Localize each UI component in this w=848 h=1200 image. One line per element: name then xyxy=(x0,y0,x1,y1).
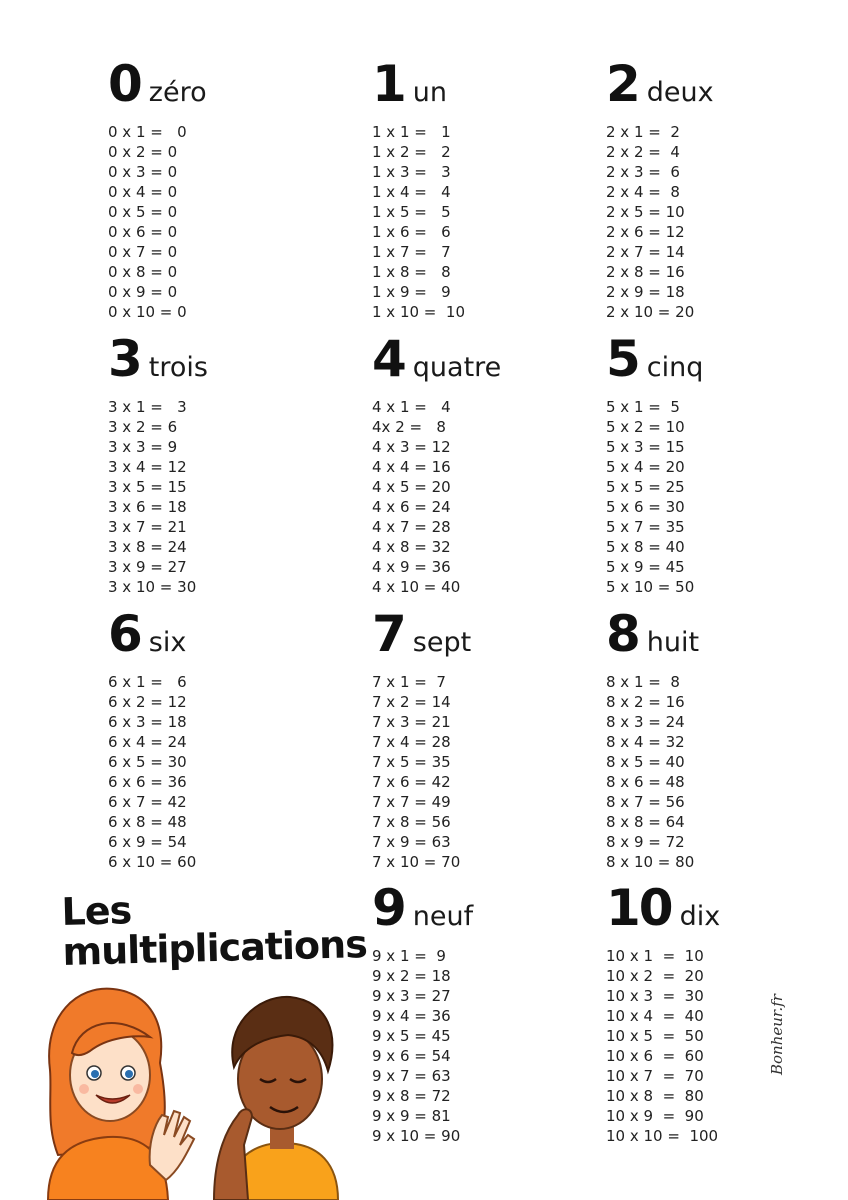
table-row: 5 x 10 = 50 xyxy=(606,578,695,596)
table-8 xyxy=(606,605,836,872)
site-credit: Bonheur.fr xyxy=(768,994,786,1075)
table-number: 7 xyxy=(372,605,405,663)
table-row: 4 x 9 = 36 xyxy=(372,558,451,576)
table-row: 7 x 2 = 14 xyxy=(372,693,451,711)
table-row: 5 x 6 = 30 xyxy=(606,498,685,516)
table-heading xyxy=(372,879,602,937)
table-row: 8 x 10 = 80 xyxy=(606,853,695,871)
table-row: 9 x 10 = 90 xyxy=(372,1127,461,1145)
table-row: 6 x 3 = 18 xyxy=(108,713,187,731)
table-row: 6 x 1 = 6 xyxy=(108,673,187,691)
table-row: 4 x 5 = 20 xyxy=(372,478,451,496)
table-row: 4 x 7 = 28 xyxy=(372,518,451,536)
table-row: 4 x 4 = 16 xyxy=(372,458,451,476)
table-row: 2 x 2 = 4 xyxy=(606,143,680,161)
table-row: 5 x 5 = 25 xyxy=(606,478,685,496)
table-row: 4 x 8 = 32 xyxy=(372,538,451,556)
table-row: 5 x 3 = 15 xyxy=(606,438,685,456)
table-row: 7 x 4 = 28 xyxy=(372,733,451,751)
table-row: 6 x 8 = 48 xyxy=(108,813,187,831)
table-row: 9 x 3 = 27 xyxy=(372,987,451,1005)
children-illustration xyxy=(38,975,358,1200)
table-row: 5 x 4 = 20 xyxy=(606,458,685,476)
table-row: 7 x 1 = 7 xyxy=(372,673,446,691)
table-row: 9 x 2 = 18 xyxy=(372,967,451,985)
table-row: 9 x 9 = 81 xyxy=(372,1107,451,1125)
table-row: 10 x 7 = 70 xyxy=(606,1067,704,1085)
boy-illustration xyxy=(214,997,338,1200)
table-row: 7 x 3 = 21 xyxy=(372,713,451,731)
table-row: 8 x 6 = 48 xyxy=(606,773,685,791)
table-word: cinq xyxy=(646,352,704,383)
table-row: 2 x 9 = 18 xyxy=(606,283,685,301)
table-word: sept xyxy=(412,627,472,658)
table-word: huit xyxy=(646,627,700,658)
table-row: 0 x 3 = 0 xyxy=(108,163,178,181)
table-row: 3 x 5 = 15 xyxy=(108,478,187,496)
table-row: 10 x 6 = 60 xyxy=(606,1047,704,1065)
table-row: 10 x 10 = 100 xyxy=(606,1127,719,1145)
table-row: 4 x 10 = 40 xyxy=(372,578,461,596)
table-row: 0 x 4 = 0 xyxy=(108,183,178,201)
table-number: 2 xyxy=(606,55,639,113)
table-row: 9 x 8 = 72 xyxy=(372,1087,451,1105)
table-heading xyxy=(372,55,602,113)
table-9 xyxy=(372,879,602,1146)
table-row: 10 x 2 = 20 xyxy=(606,967,704,985)
table-row: 5 x 9 = 45 xyxy=(606,558,685,576)
table-row: 6 x 5 = 30 xyxy=(108,753,187,771)
table-row: 3 x 10 = 30 xyxy=(108,578,197,596)
table-word: trois xyxy=(148,352,208,383)
table-4 xyxy=(372,330,602,597)
table-row: 8 x 7 = 56 xyxy=(606,793,685,811)
table-number: 4 xyxy=(372,330,405,388)
table-1 xyxy=(372,55,602,322)
table-heading xyxy=(606,879,836,937)
girl-illustration xyxy=(48,989,194,1200)
poster-title-line-1: Les xyxy=(60,888,132,934)
table-2 xyxy=(606,55,836,322)
table-row: 2 x 6 = 12 xyxy=(606,223,685,241)
table-heading xyxy=(606,55,836,113)
table-heading xyxy=(606,605,836,663)
table-heading xyxy=(606,330,836,388)
table-row: 0 x 2 = 0 xyxy=(108,143,178,161)
table-heading xyxy=(372,330,602,388)
table-10 xyxy=(606,879,836,1146)
table-row: 7 x 9 = 63 xyxy=(372,833,451,851)
table-row: 10 x 3 = 30 xyxy=(606,987,704,1005)
table-row: 1 x 2 = 2 xyxy=(372,143,451,161)
poster-title xyxy=(61,884,367,972)
table-word: neuf xyxy=(412,901,474,932)
table-row: 2 x 3 = 6 xyxy=(606,163,680,181)
table-number: 8 xyxy=(606,605,639,663)
table-row: 2 x 8 = 16 xyxy=(606,263,685,281)
table-row: 8 x 9 = 72 xyxy=(606,833,685,851)
table-row: 1 x 4 = 4 xyxy=(372,183,451,201)
table-row: 3 x 4 = 12 xyxy=(108,458,187,476)
table-row: 7 x 6 = 42 xyxy=(372,773,451,791)
table-row: 2 x 10 = 20 xyxy=(606,303,695,321)
table-number: 1 xyxy=(372,55,405,113)
table-row: 7 x 7 = 49 xyxy=(372,793,451,811)
table-word: deux xyxy=(646,77,714,108)
table-word: quatre xyxy=(412,352,502,383)
table-row: 8 x 8 = 64 xyxy=(606,813,685,831)
table-row: 1 x 8 = 8 xyxy=(372,263,451,281)
table-row: 1 x 1 = 1 xyxy=(372,123,451,141)
table-row: 10 x 8 = 80 xyxy=(606,1087,704,1105)
table-number: 3 xyxy=(108,330,141,388)
table-row: 3 x 6 = 18 xyxy=(108,498,187,516)
table-row: 4 x 6 = 24 xyxy=(372,498,451,516)
table-word: dix xyxy=(679,901,721,932)
table-row: 2 x 7 = 14 xyxy=(606,243,685,261)
table-row: 3 x 2 = 6 xyxy=(108,418,178,436)
table-row: 0 x 9 = 0 xyxy=(108,283,178,301)
table-7 xyxy=(372,605,602,872)
table-row: 1 x 6 = 6 xyxy=(372,223,451,241)
table-row: 9 x 4 = 36 xyxy=(372,1007,451,1025)
table-row: 6 x 7 = 42 xyxy=(108,793,187,811)
table-row: 1 x 7 = 7 xyxy=(372,243,451,261)
table-heading xyxy=(108,605,338,663)
table-3 xyxy=(108,330,338,597)
table-word: un xyxy=(412,77,448,108)
table-number: 9 xyxy=(372,879,405,937)
table-row: 1 x 10 = 10 xyxy=(372,303,466,321)
table-number: 6 xyxy=(108,605,141,663)
table-row: 9 x 5 = 45 xyxy=(372,1027,451,1045)
table-row: 0 x 5 = 0 xyxy=(108,203,178,221)
table-row: 5 x 1 = 5 xyxy=(606,398,680,416)
table-row: 6 x 6 = 36 xyxy=(108,773,187,791)
table-row: 1 x 5 = 5 xyxy=(372,203,451,221)
table-row: 3 x 8 = 24 xyxy=(108,538,187,556)
poster-title-line-2: multiplications xyxy=(61,922,368,974)
table-row: 1 x 9 = 9 xyxy=(372,283,451,301)
table-row: 4 x 3 = 12 xyxy=(372,438,451,456)
table-row: 5 x 2 = 10 xyxy=(606,418,685,436)
table-row: 7 x 10 = 70 xyxy=(372,853,461,871)
table-row: 7 x 8 = 56 xyxy=(372,813,451,831)
table-row: 10 x 4 = 40 xyxy=(606,1007,704,1025)
table-row: 8 x 1 = 8 xyxy=(606,673,680,691)
table-row: 3 x 7 = 21 xyxy=(108,518,187,536)
table-word: six xyxy=(148,627,187,658)
table-heading xyxy=(108,330,338,388)
table-number: 5 xyxy=(606,330,639,388)
table-row: 9 x 7 = 63 xyxy=(372,1067,451,1085)
table-number: 0 xyxy=(108,55,141,113)
table-row: 0 x 8 = 0 xyxy=(108,263,178,281)
table-6 xyxy=(108,605,338,872)
table-row: 10 x 1 = 10 xyxy=(606,947,704,965)
table-row: 3 x 1 = 3 xyxy=(108,398,187,416)
table-row: 3 x 3 = 9 xyxy=(108,438,178,456)
table-row: 0 x 10 = 0 xyxy=(108,303,187,321)
table-row: 6 x 4 = 24 xyxy=(108,733,187,751)
table-heading xyxy=(108,55,338,113)
table-row: 6 x 9 = 54 xyxy=(108,833,187,851)
table-row: 5 x 7 = 35 xyxy=(606,518,685,536)
table-row: 8 x 2 = 16 xyxy=(606,693,685,711)
table-row: 0 x 1 = 0 xyxy=(108,123,187,141)
table-row: 10 x 5 = 50 xyxy=(606,1027,704,1045)
table-heading xyxy=(372,605,602,663)
table-row: 0 x 6 = 0 xyxy=(108,223,178,241)
table-row: 3 x 9 = 27 xyxy=(108,558,187,576)
table-row: 4 x 1 = 4 xyxy=(372,398,451,416)
table-row: 2 x 1 = 2 xyxy=(606,123,680,141)
table-row: 7 x 5 = 35 xyxy=(372,753,451,771)
table-word: zéro xyxy=(148,77,207,108)
table-row: 2 x 4 = 8 xyxy=(606,183,680,201)
table-row: 6 x 10 = 60 xyxy=(108,853,197,871)
table-row: 8 x 5 = 40 xyxy=(606,753,685,771)
table-0 xyxy=(108,55,338,322)
table-row: 9 x 1 = 9 xyxy=(372,947,446,965)
table-row: 8 x 3 = 24 xyxy=(606,713,685,731)
table-row: 10 x 9 = 90 xyxy=(606,1107,704,1125)
table-row: 6 x 2 = 12 xyxy=(108,693,187,711)
table-number: 10 xyxy=(606,879,672,937)
table-row: 5 x 8 = 40 xyxy=(606,538,685,556)
table-row: 2 x 5 = 10 xyxy=(606,203,685,221)
table-row: 0 x 7 = 0 xyxy=(108,243,178,261)
table-5 xyxy=(606,330,836,597)
table-row: 4x 2 = 8 xyxy=(372,418,446,436)
table-row: 8 x 4 = 32 xyxy=(606,733,685,751)
table-row: 1 x 3 = 3 xyxy=(372,163,451,181)
table-row: 9 x 6 = 54 xyxy=(372,1047,451,1065)
